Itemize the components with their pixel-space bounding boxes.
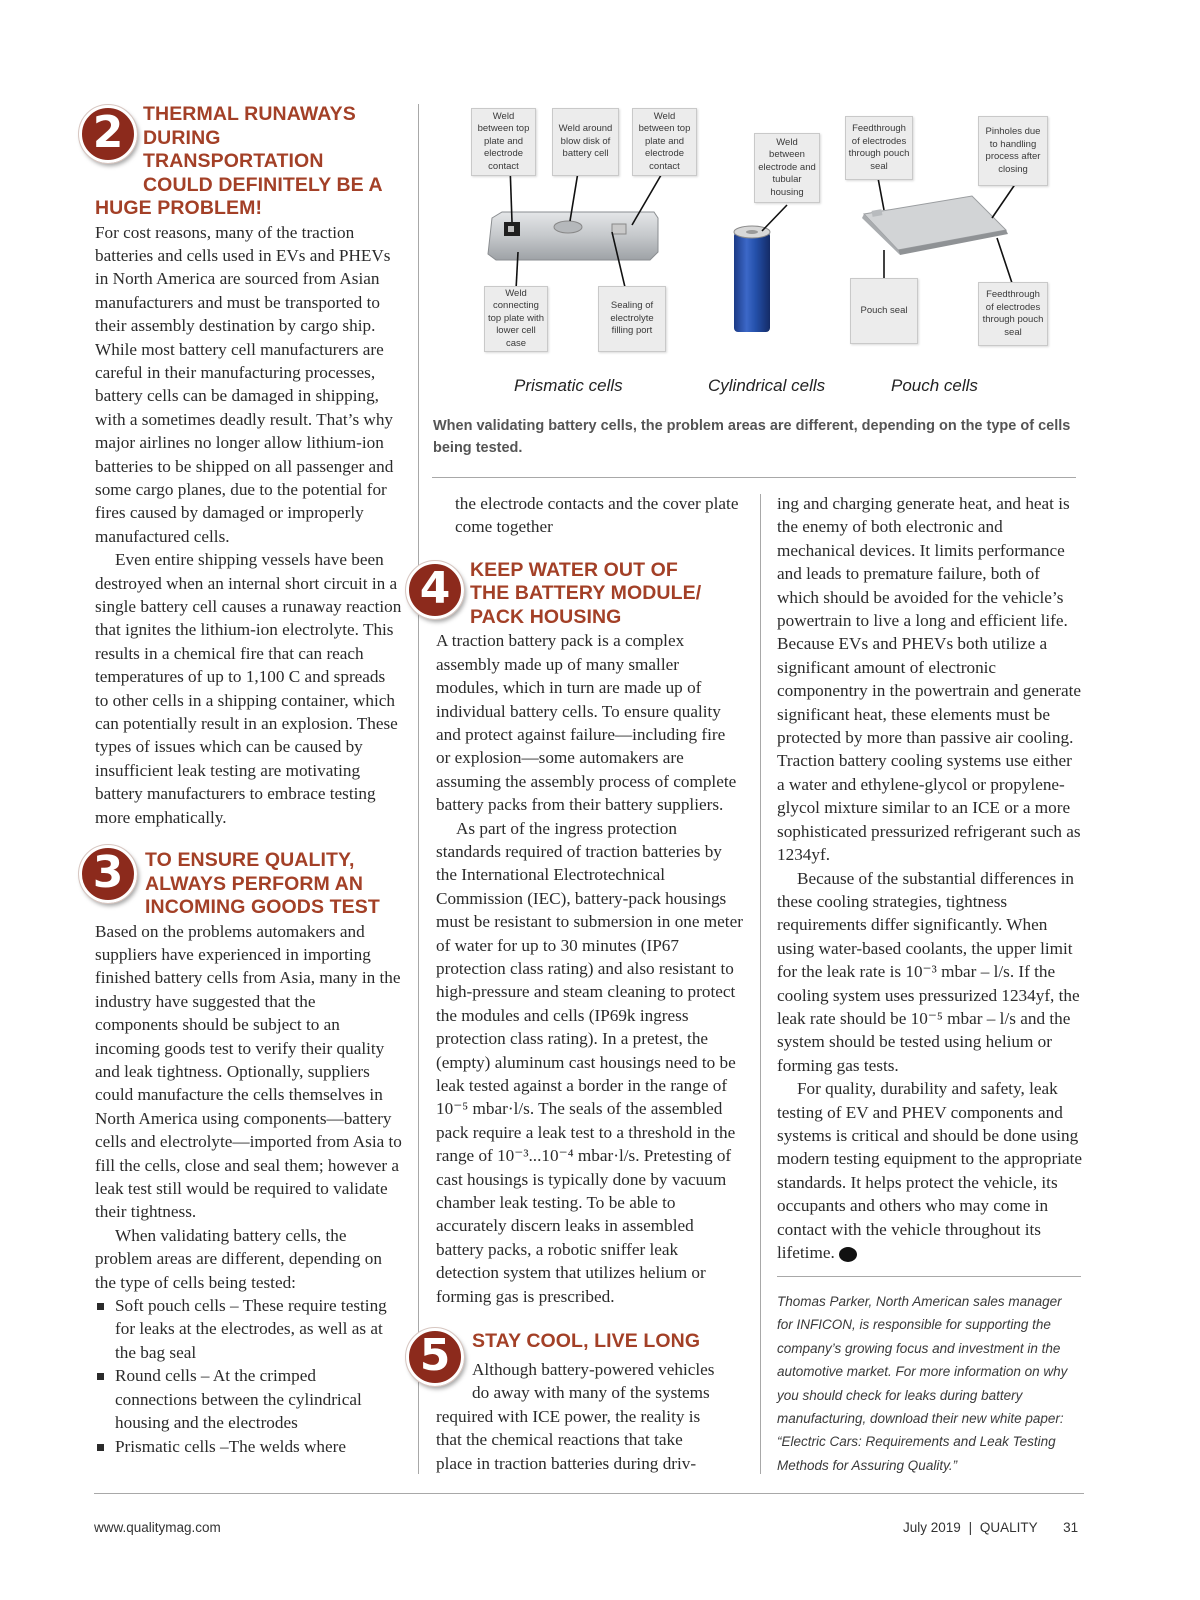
paragraph: ing and charging generate heat, and heat is the enemy of both electronic and mechanical devices. It limits performance and leads to premature failure, both of which should be avoided for the vehicle’s powertrain to live a long and efficient life. Because EVs and PHEVs both utilize a significant amount of electronic componentry in the powertrain and generate significant heat, these elements must be protected by more than passive air cooling. Traction battery cooling systems use either a water and ethylene-glycol or propylene-glycol mixture similar to an ICE or a more sophisticated pressurized refrigerant such as 1234yf. [777, 494, 1082, 865]
section-number: 3 [92, 847, 124, 899]
prismatic-cell [488, 160, 664, 300]
list-item: Round cells – At the crimped connections between the cylindrical housing and the electrodes [95, 1364, 402, 1434]
section-heading: KEEP WATER OUT OF THE BATTERY MODULE/ PACK HOUSING [470, 558, 702, 628]
label-weld-top-left: Weld between top plate and electrode contact [471, 108, 536, 176]
paragraph: For cost reasons, many of the traction batteries and cells used in EVs and PHEVs in North America are sourced from Asian manufacturers and must be transported to their assembly destination by cargo ship. While most battery cell manufacturers are careful in their manufacturing processes, battery cells can be damaged in shipping, with a sometimes deadly result. That’s why major airlines no longer allow lithium-ion batteries to be shipped on all passenger and some cargo planes, due to the potential for fires caused by damaged or improperly manufactured cells. [95, 222, 394, 546]
list-item: Soft pouch cells – These require testing for leaks at the electrodes, as well as at the bag seal [95, 1294, 402, 1364]
section-number: 2 [92, 107, 124, 158]
footer-date: July 2019 [903, 1520, 961, 1535]
column-divider [418, 104, 419, 1474]
cell-type-cylindrical: Cylindrical cells [708, 376, 826, 395]
label-feedthrough-bottom: Feedthrough of electrodes through pouch seal [978, 282, 1048, 346]
bullet-list [95, 1294, 402, 1458]
column-1 [92, 103, 402, 1458]
list-item: Prismatic cells –The welds where [95, 1435, 402, 1458]
cell-type-prismatic: Prismatic cells [514, 376, 623, 395]
section-3 [92, 847, 402, 1458]
paragraph: Although battery-powered vehicles [472, 1360, 715, 1379]
continuation-text: the electrode contacts and the cover plate come together [455, 494, 739, 537]
section-heading: STAY COOL, LIVE LONG [472, 1330, 701, 1353]
section-body [95, 221, 402, 830]
label-pouch-seal: Pouch seal [850, 278, 918, 344]
end-mark-icon: Q [839, 1247, 857, 1262]
section-heading: THERMAL RUNAWAYS DURING TRANSPORTATION COULD DEFINITELY BE A HUGE PROBLEM! [95, 103, 383, 219]
label-sealing-port: Sealing of electrolyte filling port [598, 286, 666, 352]
paragraph: do away with many of the systems [472, 1383, 710, 1403]
footer-url: www.qualitymag.com [94, 1520, 221, 1535]
footer-separator: | [968, 1520, 973, 1535]
paragraph: that the chemical reactions that take [436, 1430, 683, 1450]
footer-magazine: QUALITY [979, 1520, 1038, 1535]
column-3 [777, 492, 1082, 1264]
paragraph: required with ICE power, the reality is [436, 1406, 701, 1426]
section-number: 4 [419, 562, 451, 614]
label-weld-tubular: Weld between electrode and tubular housing [754, 133, 820, 203]
author-bio: Thomas Parker, North American sales manager for INFICON, is responsible for supporting the company’s growing focus and investment in the automotive market. For more information on why you should check for leaks during battery manufacturing, download their new white paper: “Electric Cars: Requirements and Leak Testing Methods for Assuring Quality.” [777, 1294, 1068, 1473]
section-heading: TO ENSURE QUALITY, ALWAYS PERFORM AN INCOMING GOODS TEST [145, 849, 380, 919]
figure-divider [432, 477, 1076, 478]
paragraph: Because of the substantial differences in these cooling strategies, tightness requirements differ significantly. When using water-based coolants, the upper limit for the leak rate is 10⁻³ mbar – l/s. If the cooling system uses pressurized 1234yf, the leak rate should be 10⁻⁵ mbar – l/s and the system should be tested using helium or forming gas tests. [777, 868, 1080, 1075]
paragraph: As part of the ingress protection standards required of traction batteries by the International Electrotechnical Commission (IEC), battery-pack housings must be resistant to submersion in one meter of water for up to 30 minutes (IP67 protection class rating) and also resistant to high-pressure and steam cleaning to protect the modules and cells (IP69k ingress protection class rating). In a pretest, the (empty) aluminum cast housings need to be leak tested against a border in the range of 10⁻⁵ mbar·l/s. The seals of the assembled pack require a leak test to a threshold in the range of 10⁻³...10⁻⁴ mbar·l/s. Pretesting of cast housings is typically done by vacuum chamber leak testing. To be able to accurately discern leaks in assembled battery packs, a robotic sniffer leak detection system that utilizes helium or forming gas is prescribed. [436, 818, 743, 1306]
footer-divider [94, 1493, 1084, 1494]
paragraph: A traction battery pack is a complex assembly made up of many smaller modules, which in turn are made up of individual battery cells. To ensure quality and protect against failure—including fire or explosion—some automakers are assuming the assembly process of complete battery packs from their battery suppliers. [436, 631, 737, 815]
section-number: 5 [419, 1330, 451, 1382]
section-4 [419, 558, 743, 1308]
section-body [436, 629, 743, 1308]
paragraph: place in traction batteries during driv- [436, 1453, 697, 1473]
label-weld-blow-disk: Weld around blow disk of battery cell [552, 108, 619, 176]
paragraph: Even entire shipping vessels have been destroyed when an internal short circuit in a single battery cell causes a runaway reaction that ignites the lithium-ion electrolyte. This results in a chemical fire that can reach temperatures of up to 1,100 C and spreads to other cells in a shipping container, which can potentially result in an explosion. These types of issues which can be caused by insufficient leak testing are motivating battery manufacturers to embrace testing more emphatically. [95, 550, 402, 827]
paragraph: Based on the problems automakers and suppliers have experienced in importing finished battery cells from Asia, many in the industry have suggested that the components should be subject to an incoming goods test to verify their quality and leak tightness. Optionally, suppliers could manufacture the cells themselves in North America using components—battery cells and electrolyte—imported from Asia to fill the cells, close and seal them; however a leak test still would be required to validate their tightness. [95, 921, 402, 1222]
page-number: 31 [1063, 1520, 1079, 1535]
cylindrical-cell [734, 205, 787, 332]
label-feedthrough-top: Feedthrough of electrodes through pouch seal [845, 116, 913, 180]
paragraph: For quality, durability and safety, leak testing of EV and PHEV components and systems is critical and should be done using modern testing equipment to the appropriate standards. It helps protect the vehicle, its occupants and others who may come in contact with the vehicle throughout its lifetime. Q [777, 1079, 1082, 1262]
battery-cells-figure [432, 100, 1077, 410]
section-5-body-col2 [436, 1358, 743, 1475]
section-2 [92, 103, 402, 829]
label-weld-top-right: Weld between top plate and electrode contact [632, 108, 697, 176]
footer-issue [903, 1520, 1078, 1535]
paragraph: When validating battery cells, the problem areas are different, depending on the type of cells being tested: [95, 1225, 382, 1292]
section-body [95, 920, 402, 1458]
column-divider [760, 494, 761, 1474]
figure-caption: When validating battery cells, the problem areas are different, depending on the type of cells being tested. [433, 418, 1071, 456]
bio-divider [777, 1276, 1081, 1277]
pouch-cell [862, 178, 1018, 283]
cell-type-pouch: Pouch cells [891, 376, 978, 395]
label-weld-connecting: Weld connecting top plate with lower cell case [484, 286, 548, 352]
label-pinholes: Pinholes due to handling process after closing [978, 116, 1048, 186]
